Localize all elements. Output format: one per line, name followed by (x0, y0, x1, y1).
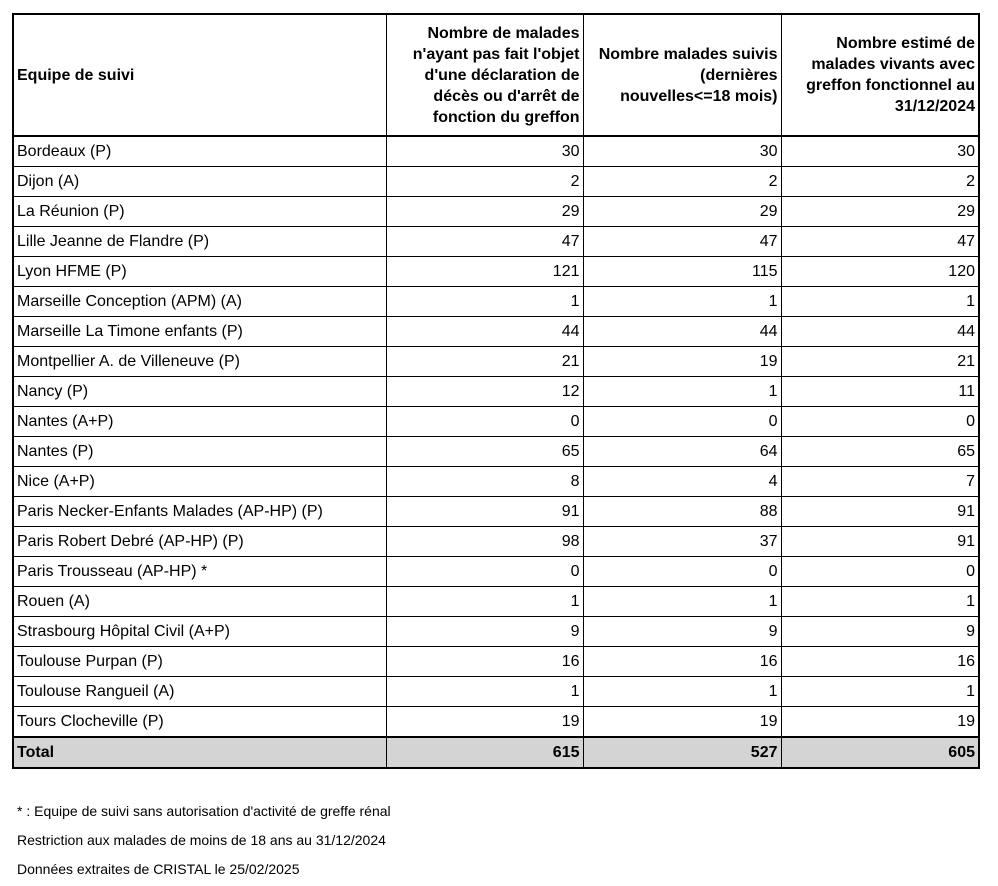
cell-patients-followed: 19 (583, 707, 781, 738)
cell-patients-followed: 9 (583, 617, 781, 647)
table-row (13, 197, 979, 227)
cell-team: Paris Trousseau (AP-HP) * (13, 557, 386, 587)
cell-team: Nantes (P) (13, 437, 386, 467)
cell-estimated-living-patients: 21 (781, 347, 979, 377)
cell-patients-without-death-declaration: 1 (386, 587, 583, 617)
header-patients-followed: Nombre malades suivis (dernières nouvelles<=18 mois) (583, 14, 781, 136)
cell-patients-without-death-declaration: 1 (386, 287, 583, 317)
cell-estimated-living-patients: 91 (781, 497, 979, 527)
table-body (13, 136, 979, 768)
cell-team: Lille Jeanne de Flandre (P) (13, 227, 386, 257)
cell-team: La Réunion (P) (13, 197, 386, 227)
table-row (13, 227, 979, 257)
table-row (13, 317, 979, 347)
footnote-data-source: Données extraites de CRISTAL le 25/02/2025 (17, 861, 300, 877)
cell-estimated-living-patients: 2 (781, 167, 979, 197)
cell-patients-without-death-declaration: 30 (386, 136, 583, 167)
table-row (13, 557, 979, 587)
cell-patients-followed: 47 (583, 227, 781, 257)
cell-patients-without-death-declaration: 2 (386, 167, 583, 197)
cell-estimated-living-patients: 0 (781, 557, 979, 587)
cell-patients-without-death-declaration: 0 (386, 557, 583, 587)
cell-estimated-living-patients: 9 (781, 617, 979, 647)
table-row (13, 467, 979, 497)
follow-up-table (12, 13, 980, 769)
cell-patients-followed: 37 (583, 527, 781, 557)
table-row (13, 587, 979, 617)
cell-estimated-living-patients: 1 (781, 677, 979, 707)
table-row (13, 677, 979, 707)
cell-patients-followed: 64 (583, 437, 781, 467)
cell-patients-followed: 1 (583, 377, 781, 407)
table-row (13, 377, 979, 407)
footnotes (17, 797, 391, 884)
cell-estimated-living-patients: 30 (781, 136, 979, 167)
cell-team: Montpellier A. de Villeneuve (P) (13, 347, 386, 377)
cell-team: Marseille La Timone enfants (P) (13, 317, 386, 347)
table-row (13, 707, 979, 738)
cell-patients-without-death-declaration: 21 (386, 347, 583, 377)
cell-patients-followed: 0 (583, 407, 781, 437)
footnote-age-restriction: Restriction aux malades de moins de 18 ans au 31/12/2024 (17, 832, 386, 848)
cell-patients-followed: 16 (583, 647, 781, 677)
cell-estimated-living-patients: 120 (781, 257, 979, 287)
cell-estimated-living-patients: 11 (781, 377, 979, 407)
cell-patients-followed: 44 (583, 317, 781, 347)
cell-estimated-living-patients: 16 (781, 647, 979, 677)
cell-team: Tours Clocheville (P) (13, 707, 386, 738)
cell-patients-without-death-declaration: 0 (386, 407, 583, 437)
cell-patients-without-death-declaration: 1 (386, 677, 583, 707)
cell-patients-without-death-declaration: 29 (386, 197, 583, 227)
table-row (13, 167, 979, 197)
cell-team: Nancy (P) (13, 377, 386, 407)
table-row (13, 136, 979, 167)
cell-team: Toulouse Rangueil (A) (13, 677, 386, 707)
cell-patients-without-death-declaration: 16 (386, 647, 583, 677)
cell-team: Nantes (A+P) (13, 407, 386, 437)
table-row (13, 527, 979, 557)
table-row (13, 617, 979, 647)
cell-patients-followed: 19 (583, 347, 781, 377)
cell-estimated-living-patients: 7 (781, 467, 979, 497)
table-row (13, 437, 979, 467)
cell-patients-without-death-declaration: 19 (386, 707, 583, 738)
header-estimated-living-patients: Nombre estimé de malades vivants avec greffon fonctionnel au 31/12/2024 (781, 14, 979, 136)
cell-patients-without-death-declaration: 121 (386, 257, 583, 287)
cell-estimated-living-patients: 0 (781, 407, 979, 437)
cell-patients-followed: 4 (583, 467, 781, 497)
cell-team: Marseille Conception (APM) (A) (13, 287, 386, 317)
cell-patients-without-death-declaration: 91 (386, 497, 583, 527)
cell-patients-without-death-declaration: 615 (386, 737, 583, 768)
cell-estimated-living-patients: 605 (781, 737, 979, 768)
table-header-row (13, 14, 979, 136)
cell-estimated-living-patients: 19 (781, 707, 979, 738)
cell-patients-without-death-declaration: 44 (386, 317, 583, 347)
cell-patients-without-death-declaration: 8 (386, 467, 583, 497)
cell-patients-without-death-declaration: 9 (386, 617, 583, 647)
cell-team: Bordeaux (P) (13, 136, 386, 167)
table-row (13, 497, 979, 527)
table-row (13, 347, 979, 377)
cell-team: Lyon HFME (P) (13, 257, 386, 287)
cell-team: Paris Necker-Enfants Malades (AP-HP) (P) (13, 497, 386, 527)
cell-patients-followed: 527 (583, 737, 781, 768)
cell-patients-followed: 1 (583, 287, 781, 317)
cell-team: Total (13, 737, 386, 768)
table-total-row (13, 737, 979, 768)
cell-patients-followed: 1 (583, 587, 781, 617)
table-row (13, 407, 979, 437)
cell-patients-followed: 0 (583, 557, 781, 587)
table-row (13, 287, 979, 317)
cell-estimated-living-patients: 1 (781, 587, 979, 617)
cell-patients-followed: 115 (583, 257, 781, 287)
cell-estimated-living-patients: 91 (781, 527, 979, 557)
cell-estimated-living-patients: 65 (781, 437, 979, 467)
cell-team: Strasbourg Hôpital Civil (A+P) (13, 617, 386, 647)
cell-patients-followed: 1 (583, 677, 781, 707)
cell-patients-without-death-declaration: 12 (386, 377, 583, 407)
cell-patients-without-death-declaration: 65 (386, 437, 583, 467)
table-row (13, 257, 979, 287)
footnote-asterisk: * : Equipe de suivi sans autorisation d'activité de greffe rénal (17, 803, 391, 819)
cell-patients-followed: 30 (583, 136, 781, 167)
cell-estimated-living-patients: 29 (781, 197, 979, 227)
cell-team: Rouen (A) (13, 587, 386, 617)
cell-patients-followed: 2 (583, 167, 781, 197)
table-row (13, 647, 979, 677)
cell-team: Toulouse Purpan (P) (13, 647, 386, 677)
cell-estimated-living-patients: 47 (781, 227, 979, 257)
cell-patients-without-death-declaration: 47 (386, 227, 583, 257)
cell-patients-followed: 29 (583, 197, 781, 227)
cell-patients-followed: 88 (583, 497, 781, 527)
header-team: Equipe de suivi (13, 14, 386, 136)
cell-team: Dijon (A) (13, 167, 386, 197)
cell-estimated-living-patients: 1 (781, 287, 979, 317)
cell-team: Paris Robert Debré (AP-HP) (P) (13, 527, 386, 557)
cell-team: Nice (A+P) (13, 467, 386, 497)
cell-patients-without-death-declaration: 98 (386, 527, 583, 557)
cell-estimated-living-patients: 44 (781, 317, 979, 347)
header-patients-without-death-declaration: Nombre de malades n'ayant pas fait l'objet d'une déclaration de décès ou d'arrêt de fonction du greffon (386, 14, 583, 136)
